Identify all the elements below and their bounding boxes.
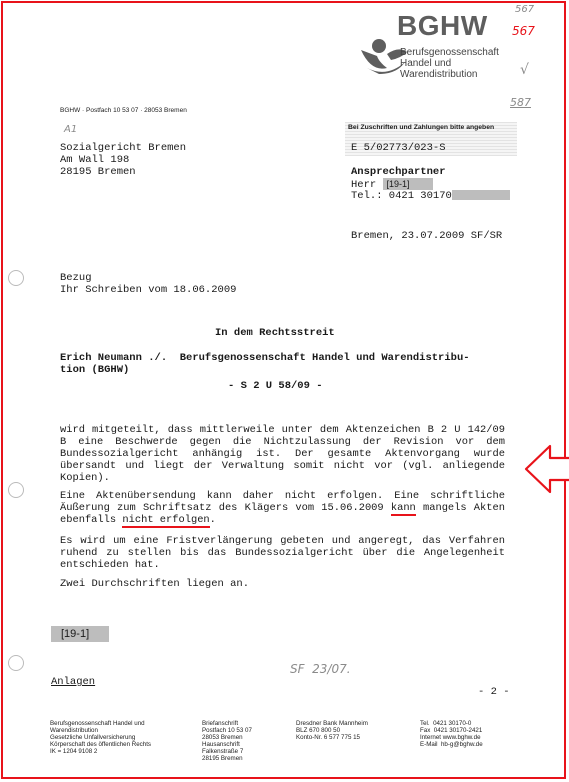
bezug-text: Ihr Schreiben vom 18.06.2009 [60, 284, 237, 296]
bezug-label: Bezug [60, 272, 92, 284]
underlined-phrase: nicht erfolgen [122, 514, 210, 526]
anlagen-label: Anlagen [51, 676, 96, 688]
case-heading: In dem Rechtsstreit [215, 327, 335, 339]
punch-hole-mark [8, 270, 24, 286]
punch-hole-mark [8, 482, 24, 498]
case-number: - S 2 U 58/09 - [228, 380, 323, 392]
paragraph-2: Eine Aktenübersendung kann daher nicht erfolgen. Eine schriftliche Äußerung zum Schriftsatz des Klägers vom 15.06.2009 kann mangels Akten ebenfalls nicht erfolgen. [60, 490, 505, 526]
contact-phone: Tel.: 0421 30170 [351, 190, 510, 202]
handwritten-number-red: 567 [512, 24, 535, 38]
logo-subtitle: Berufsgenossenschaft Handel und Warendistribution [400, 47, 499, 80]
letter-date: Bremen, 23.07.2009 SF/SR [351, 230, 503, 242]
recipient-line: Sozialgericht Bremen [60, 142, 187, 154]
handwritten-signature: SF 23/07. [290, 662, 351, 676]
recipient-address [60, 142, 186, 178]
paragraph-3: Es wird um eine Fristverlängerung gebeten und angeregt, das Verfahren ruhend zu stellen bis das Bundessozialgericht über die Angelegenheit entschieden hat. [60, 535, 505, 571]
punch-hole-mark [8, 655, 24, 671]
footer-col-contact: Tel. 0421 30170-0 Fax 0421 30170-2421 Internet www.bghw.de E-Mail hb-g@bghw.de [420, 720, 483, 748]
redaction-box [452, 190, 510, 200]
footer-col-company: Berufsgenossenschaft Handel und Warendistribution Gesetzliche Unfallversicherung Körperschaft des öffentlichen Rechts IK = 1204 9108 2 [50, 720, 152, 755]
handwritten-stamp: A1 [64, 124, 78, 135]
recipient-line: Am Wall 198 [60, 154, 130, 166]
sender-line: BGHW · Postfach 10 53 07 · 28053 Bremen [60, 107, 187, 114]
recipient-line: 28195 Bremen [60, 166, 136, 178]
reference-number: E 5/02773/023-S [351, 142, 446, 154]
redaction-label-box: [19-1] [51, 626, 109, 642]
handwritten-mark: 587 [510, 96, 531, 109]
logo-wordmark: BGHW [397, 10, 488, 41]
red-arrow-icon [505, 425, 569, 500]
contact-herr: Herr [19-1] [351, 178, 433, 191]
underlined-word: kann [390, 502, 416, 514]
reference-label: Bei Zuschriften und Zahlungen bitte angeben [348, 124, 495, 131]
page-number: - 2 - [478, 686, 510, 698]
handwritten-check-icon: √ [520, 62, 529, 78]
footer-col-bank: Dresdner Bank Mannheim BLZ 670 800 50 Konto-Nr. 6 577 775 15 [296, 720, 368, 741]
parties-line: tion (BGHW) [60, 364, 130, 376]
handwritten-number: 567 [515, 4, 535, 15]
paragraph-1: wird mitgeteilt, dass mittlerweile unter dem Aktenzeichen B 2 U 142/09 B eine Beschwerde gegen die Nichtzulassung der Revision vor dem Bundessozialgericht anhängig ist. Der gesamte Aktenvorgang wurde übersandt und liegt der Verwaltung somit nicht vor (vgl. anliegende Kopien). [60, 424, 505, 484]
paragraph-4: Zwei Durchschriften liegen an. [60, 578, 250, 590]
footer-col-address: Briefanschrift Postfach 10 53 07 28053 Bremen Hausanschrift Falkenstraße 7 28195 Bremen [202, 720, 252, 762]
contact-heading: Ansprechpartner [351, 166, 446, 178]
redaction-box: [19-1] [383, 178, 433, 190]
parties-line: Erich Neumann ./. Berufsgenossenschaft Handel und Warendistribu- [60, 352, 470, 364]
